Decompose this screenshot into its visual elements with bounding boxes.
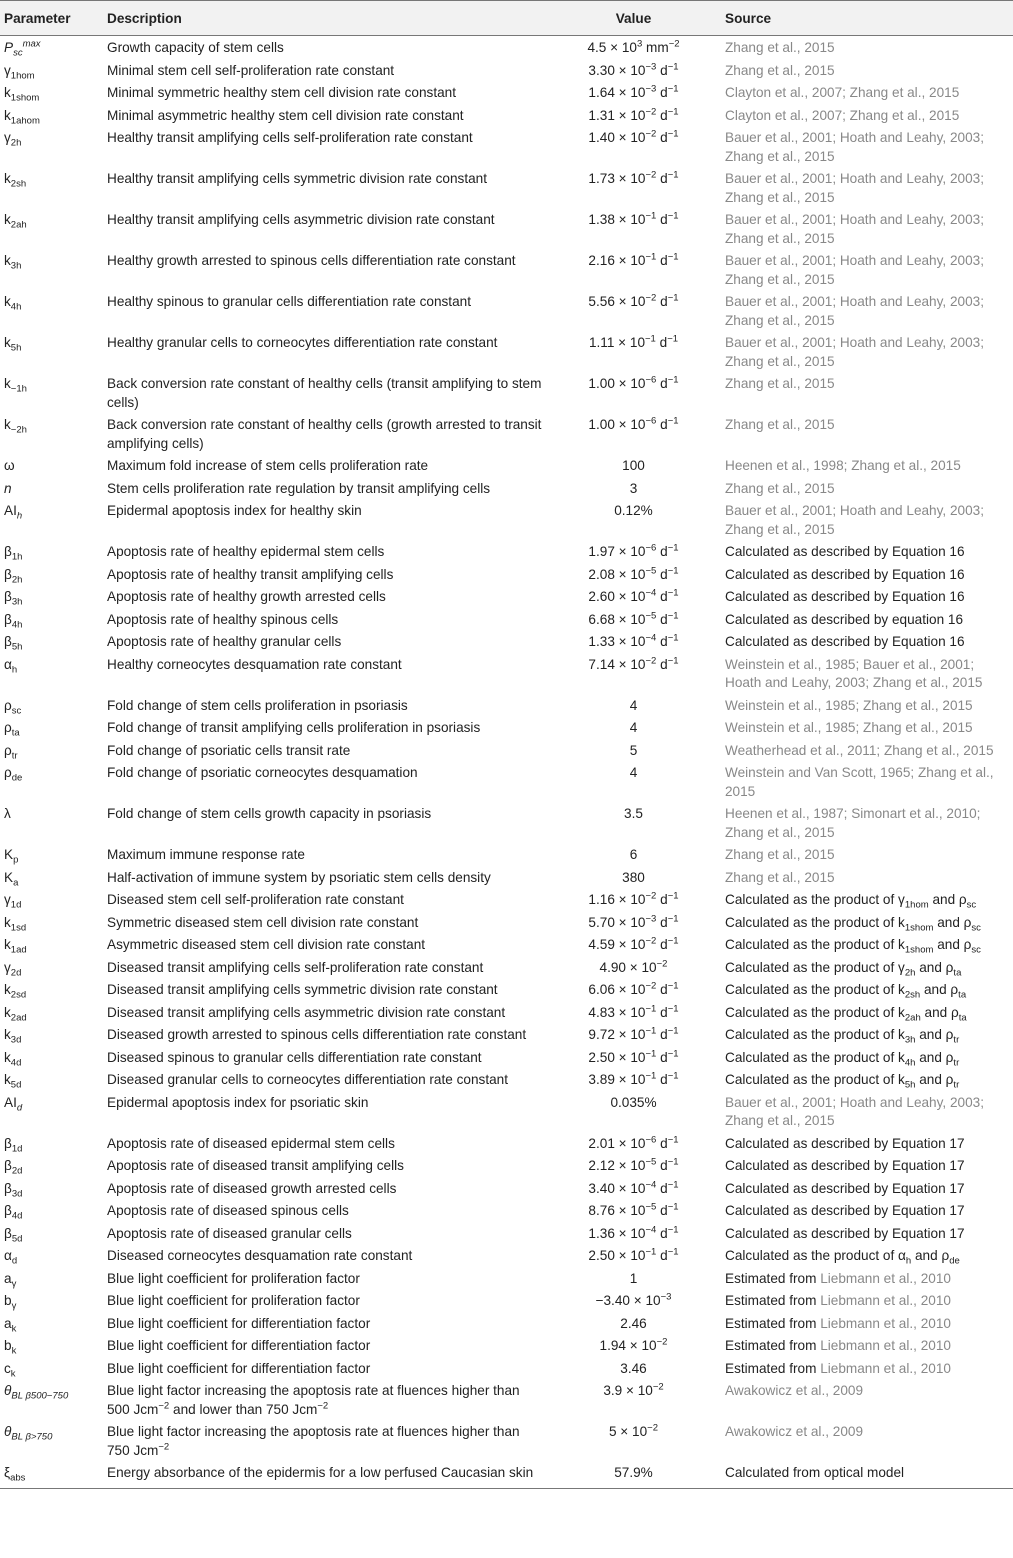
table-row — [0, 653, 1013, 694]
parameter-cell: $\beta_{4h}$ — [4, 611, 23, 631]
header-source: Source — [721, 1, 1013, 36]
source-cell: Zhang et al., 2015 — [725, 847, 835, 862]
table-row — [0, 1312, 1013, 1335]
value-cell: $6.68 \times 10^{-5}$ $d^{-1}$ — [588, 609, 679, 627]
value-cell: $3.30 \times 10^{-3}$ $d^{-1}$ — [588, 60, 679, 78]
value-cell: $-3.40 \times 10^{-3}$ — [595, 1291, 672, 1308]
parameter-cell: $\beta_{1d}$ — [4, 1135, 23, 1155]
header-value: Value — [546, 1, 721, 36]
source-cell: Calculated as described by Equation 17 — [725, 1203, 965, 1218]
description-cell: Back conversion rate constant of healthy cells (transit amplifying to stem cells) — [107, 376, 542, 410]
parameter-cell: $k_{2sd}$ — [4, 982, 27, 1001]
source-cell: Calculated as described by Equation 16 — [725, 634, 965, 649]
description-cell: Apoptosis rate of healthy spinous cells — [107, 611, 339, 627]
table-row — [0, 167, 1013, 208]
header-row — [0, 1, 1013, 36]
description-cell: Blue light coefficient for proliferation factor — [107, 1293, 360, 1308]
header-description: Description — [103, 1, 546, 36]
parameter-cell: $\alpha_h$ — [4, 656, 18, 676]
table-row — [0, 290, 1013, 331]
description-cell: Healthy transit amplifying cells symmetric division rate constant — [107, 171, 488, 186]
table-row — [0, 1461, 1013, 1488]
table-row — [0, 608, 1013, 631]
value-cell: $4.5 \times 10^3$ $mm^{-2}$ — [587, 38, 680, 55]
parameter-cell: $\theta_{BL \beta>750}$ — [4, 1424, 53, 1443]
parameter-cell: $\gamma_{1d}$ — [4, 892, 22, 911]
value-cell: $5.70 \times 10^{-3}$ $d^{-1}$ — [588, 912, 679, 930]
source-cell: Calculated as the product of $\gamma_{1hom}$ and $\rho_{sc}$ — [725, 892, 977, 911]
table-row — [0, 739, 1013, 762]
description-cell: Healthy corneocytes desquamation rate constant — [107, 656, 402, 672]
parameter-cell: $k_{2ah}$ — [4, 212, 27, 231]
description-cell: Diseased transit amplifying cells symmetric division rate constant — [107, 982, 498, 997]
source-cell: Awakowicz et al., 2009 — [725, 1383, 864, 1398]
description-cell: Healthy spinous to granular cells differentiation rate constant — [107, 294, 471, 309]
table-row — [0, 413, 1013, 454]
source-cell: Zhang et al., 2015 — [725, 40, 835, 55]
source-cell: Clayton et al., 2007; Zhang et al., 2015 — [725, 107, 960, 123]
parameter-cell: $\theta_{BL \beta 500-750}$ — [4, 1383, 69, 1402]
source-cell: Awakowicz et al., 2009 — [725, 1424, 864, 1439]
table-row — [0, 208, 1013, 249]
value-cell: $5.56 \times 10^{-2}$ $d^{-1}$ — [588, 292, 679, 309]
source-cell: Calculated from optical model — [721, 1461, 1013, 1488]
parameter-cell: $k_{5h}$ — [4, 335, 22, 354]
parameter-cell: $\beta_{5h}$ — [4, 634, 23, 653]
value-cell: $2.50 \times 10^{-1}$ $d^{-1}$ — [588, 1047, 679, 1065]
table-row — [0, 630, 1013, 653]
source-cell: Calculated as described by Equation 17 — [725, 1158, 965, 1173]
parameter-cell: $k_{1shom}$ — [4, 85, 40, 104]
value-cell: $8.76 \times 10^{-5}$ $d^{-1}$ — [588, 1201, 679, 1218]
value-cell: $1.38 \times 10^{-1}$ $d^{-1}$ — [588, 210, 679, 227]
value-cell: $1.40 \times 10^{-2}$ $d^{-1}$ — [588, 128, 679, 145]
value-cell: $1.16 \times 10^{-2}$ $d^{-1}$ — [588, 890, 679, 907]
description-cell: Apoptosis rate of diseased granular cells — [107, 1225, 352, 1241]
table-row — [0, 843, 1013, 866]
value-cell: 57.9% — [546, 1461, 721, 1488]
parameter-cell: $k_{3h}$ — [4, 253, 22, 272]
parameter-cell: $k_{1sd}$ — [4, 914, 27, 934]
source-cell: Calculated as the product of $\gamma_{2h}$ and $\rho_{ta}$ — [725, 959, 962, 979]
source-cell: Bauer et al., 2001; Hoath and Leahy, 2003; Zhang et al., 2015 — [725, 335, 984, 369]
table-row — [0, 1334, 1013, 1357]
parameter-cell: $\gamma_{2h}$ — [4, 130, 22, 149]
source-cell: Weinstein et al., 1985; Zhang et al., 2015 — [725, 697, 973, 713]
source-cell: Calculated as the product of $k_{1shom}$ and $\rho_{sc}$ — [725, 914, 981, 934]
value-cell: 4 — [629, 697, 638, 713]
table-row — [0, 1267, 1013, 1290]
source-cell: Calculated as described by Equation 17 — [725, 1225, 965, 1241]
table-row — [0, 1199, 1013, 1222]
source-cell: Bauer et al., 2001; Hoath and Leahy, 2003; Zhang et al., 2015 — [725, 253, 984, 287]
value-cell: 4 — [629, 720, 638, 735]
parameter-cell: $k_{-1h}$ — [4, 376, 27, 395]
value-cell: $2.08 \times 10^{-5}$ $d^{-1}$ — [588, 564, 679, 582]
table-row — [0, 888, 1013, 911]
source-cell: Bauer et al., 2001; Hoath and Leahy, 2003; Zhang et al., 2015 — [725, 1094, 984, 1128]
table-row — [0, 1001, 1013, 1024]
value-cell: 380 — [622, 869, 645, 885]
parameter-cell: $\rho_{ta}$ — [4, 720, 20, 739]
description-cell: Fold change of stem cells growth capacity in psoriasis — [107, 806, 432, 821]
description-cell: Apoptosis rate of healthy granular cells — [107, 634, 342, 649]
source-cell: Zhang et al., 2015 — [725, 62, 835, 78]
description-cell: Stem cells proliferation rate regulation by transit amplifying cells — [107, 480, 491, 496]
description-cell: Diseased stem cell self-proliferation rate constant — [107, 892, 404, 907]
source-cell: Calculated as described by Equation 16 — [725, 566, 965, 582]
value-cell: $2.60 \times 10^{-4}$ $d^{-1}$ — [588, 587, 679, 604]
source-cell: Calculated as the product of $k_{1shom}$ and $\rho_{sc}$ — [725, 937, 981, 956]
value-cell: 3.46 — [620, 1360, 647, 1376]
source-cell: Calculated as described by equation 16 — [725, 611, 964, 627]
parameter-cell: $K_a$ — [4, 869, 19, 889]
source-cell: Weinstein and Van Scott, 1965; Zhang et al., 2015 — [725, 765, 994, 799]
source-cell: Weinstein et al., 1985; Bauer et al., 2001; Hoath and Leahy, 2003; Zhang et al., 2015 — [725, 656, 983, 690]
parameter-cell: $k_{2sh}$ — [4, 171, 27, 190]
description-cell: Fold change of transit amplifying cells proliferation in psoriasis — [107, 720, 481, 735]
description-cell: Growth capacity of stem cells — [107, 40, 284, 55]
parameter-cell: $k_{3d}$ — [4, 1027, 22, 1046]
value-cell: 6 — [629, 847, 638, 862]
value-cell: $1.00 \times 10^{-6}$ $d^{-1}$ — [588, 415, 679, 432]
table-body — [0, 36, 1013, 1489]
parameter-cell: $AI_d$ — [4, 1094, 23, 1114]
value-cell: $5 \times 10^{-2}$ — [608, 1422, 659, 1439]
parameter-cell: $k_{1ad}$ — [4, 937, 27, 956]
description-cell: Blue light factor increasing the apoptosis rate at fluences higher than 750 Jcm$^{-2}$ — [107, 1424, 520, 1458]
value-cell: 100 — [622, 458, 645, 473]
value-cell: $1.11 \times 10^{-1}$ $d^{-1}$ — [588, 333, 679, 350]
parameter-cell: $\rho_{sc}$ — [4, 697, 22, 717]
table-row — [0, 1023, 1013, 1046]
source-cell: Calculated as described by Equation 17 — [725, 1135, 965, 1151]
description-cell: Maximum immune response rate — [107, 847, 305, 862]
description-cell: Apoptosis rate of healthy epidermal stem cells — [107, 544, 385, 559]
source-cell: Calculated as the product of $k_{2ah}$ and $\rho_{ta}$ — [725, 1004, 967, 1024]
description-cell: Half-activation of immune system by psoriatic stem cells density — [107, 869, 491, 885]
parameter-cell: $\alpha_d$ — [4, 1248, 18, 1267]
value-cell: 2.46 — [620, 1315, 647, 1331]
table-row — [0, 761, 1013, 802]
source-cell: Bauer et al., 2001; Hoath and Leahy, 2003; Zhang et al., 2015 — [725, 294, 984, 328]
table-row — [0, 585, 1013, 608]
parameter-cell: $k_{4h}$ — [4, 294, 22, 313]
value-cell: $4.90 \times 10^{-2}$ — [599, 957, 668, 975]
value-cell: 0.035% — [610, 1094, 657, 1110]
description-cell: Maximum fold increase of stem cells proliferation rate — [107, 458, 429, 473]
description-cell: Diseased granular cells to corneocytes differentiation rate constant — [107, 1072, 508, 1087]
value-cell: $1.33 \times 10^{-4}$ $d^{-1}$ — [588, 632, 679, 649]
description-cell: Blue light coefficient for differentiation factor — [107, 1338, 371, 1353]
header-parameter: Parameter — [0, 1, 103, 36]
source-cell: Calculated as described by Equation 16 — [725, 589, 965, 604]
parameter-cell: $P_{sc}^{max}$ — [4, 38, 41, 59]
source-cell: Calculated as described by Equation 16 — [725, 544, 965, 559]
value-cell: $3.40 \times 10^{-4}$ $d^{-1}$ — [588, 1178, 679, 1196]
value-cell: $9.72 \times 10^{-1}$ $d^{-1}$ — [588, 1025, 679, 1042]
value-cell: $2.01 \times 10^{-6}$ $d^{-1}$ — [588, 1133, 679, 1151]
source-cell: Bauer et al., 2001; Hoath and Leahy, 2003; Zhang et al., 2015 — [725, 503, 984, 537]
description-cell: Minimal stem cell self-proliferation rate constant — [107, 62, 395, 78]
table-row — [0, 563, 1013, 586]
parameter-cell: $\beta_{5d}$ — [4, 1225, 23, 1245]
source-cell: Bauer et al., 2001; Hoath and Leahy, 2003; Zhang et al., 2015 — [725, 171, 984, 205]
parameter-cell: λ — [4, 806, 11, 821]
description-cell: Apoptosis rate of diseased growth arrested cells — [107, 1180, 397, 1196]
parameter-cell: $\beta_{4d}$ — [4, 1203, 23, 1222]
parameter-cell: $\beta_{3h}$ — [4, 589, 23, 608]
value-cell: 1 — [629, 1270, 638, 1286]
table-row — [0, 1244, 1013, 1267]
table-row — [0, 956, 1013, 979]
table-row — [0, 126, 1013, 167]
table-row — [0, 499, 1013, 540]
source-cell: Calculated as the product of $k_{3h}$ and $\rho_{tr}$ — [725, 1027, 960, 1046]
source-cell: Calculated as the product of $\alpha_h$ and $\rho_{de}$ — [725, 1248, 960, 1267]
table-row — [0, 540, 1013, 563]
parameter-cell: $k_{4d}$ — [4, 1049, 22, 1069]
parameter-cell: $k_{5d}$ — [4, 1072, 22, 1091]
table-row — [0, 716, 1013, 739]
value-cell: $1.36 \times 10^{-4}$ $d^{-1}$ — [588, 1223, 679, 1241]
table-row — [0, 454, 1013, 477]
source-cell: Estimated from Liebmann et al., 2010 — [725, 1270, 951, 1286]
source-cell: Calculated as the product of $k_{4h}$ and $\rho_{tr}$ — [725, 1049, 960, 1069]
parameter-cell: $K_p$ — [4, 847, 19, 866]
description-cell: Diseased spinous to granular cells differentiation rate constant — [107, 1049, 482, 1065]
table-row — [0, 1177, 1013, 1200]
table-row — [0, 911, 1013, 934]
source-cell: Heenen et al., 1987; Simonart et al., 2010; Zhang et al., 2015 — [725, 806, 981, 840]
table-row — [0, 978, 1013, 1001]
table-row — [0, 1091, 1013, 1132]
source-cell: Bauer et al., 2001; Hoath and Leahy, 2003; Zhang et al., 2015 — [725, 130, 984, 164]
value-cell: $1.00 \times 10^{-6}$ $d^{-1}$ — [588, 374, 679, 391]
description-cell: Energy absorbance of the epidermis for a low perfused Caucasian skin — [103, 1461, 546, 1488]
value-cell: $6.06 \times 10^{-2}$ $d^{-1}$ — [588, 980, 679, 997]
value-cell: 4 — [629, 765, 638, 780]
table-row — [0, 1222, 1013, 1245]
source-cell: Bauer et al., 2001; Hoath and Leahy, 2003; Zhang et al., 2015 — [725, 212, 984, 246]
value-cell: $1.64 \times 10^{-3}$ $d^{-1}$ — [588, 83, 679, 100]
table-row — [0, 933, 1013, 956]
table-row — [0, 1420, 1013, 1461]
value-cell: $7.14 \times 10^{-2}$ $d^{-1}$ — [588, 654, 679, 672]
source-cell: Calculated as described by Equation 17 — [725, 1180, 965, 1196]
source-cell: Weatherhead et al., 2011; Zhang et al., 2015 — [725, 742, 994, 758]
table-row — [0, 694, 1013, 717]
description-cell: Back conversion rate constant of healthy cells (growth arrested to transit amplifying cells) — [107, 417, 542, 451]
source-cell: Zhang et al., 2015 — [725, 376, 835, 391]
source-cell: Zhang et al., 2015 — [725, 417, 835, 432]
source-cell: Calculated as the product of $k_{5h}$ and $\rho_{tr}$ — [725, 1072, 960, 1091]
description-cell: Blue light coefficient for differentiation factor — [107, 1360, 371, 1376]
description-cell: Healthy transit amplifying cells asymmetric division rate constant — [107, 212, 495, 227]
description-cell: Apoptosis rate of diseased transit amplifying cells — [107, 1158, 404, 1173]
source-cell: Estimated from Liebmann et al., 2010 — [725, 1293, 951, 1308]
description-cell: Apoptosis rate of healthy transit amplifying cells — [107, 566, 394, 582]
value-cell: 0.12% — [614, 503, 653, 518]
parameter-cell: $\beta_{3d}$ — [4, 1180, 23, 1200]
description-cell: Fold change of psoriatic corneocytes desquamation — [107, 765, 418, 780]
source-cell: Heenen et al., 1998; Zhang et al., 2015 — [725, 458, 961, 473]
table-row — [0, 1132, 1013, 1155]
description-cell: Fold change of psoriatic cells transit rate — [107, 742, 351, 758]
table-row — [0, 1357, 1013, 1380]
parameter-cell: $\beta_{1h}$ — [4, 544, 23, 563]
table-row — [0, 1154, 1013, 1177]
table-row — [0, 104, 1013, 127]
parameter-cell: $c_k$ — [4, 1360, 16, 1380]
table-row — [0, 866, 1013, 889]
parameter-cell: $\xi_{abs}$ — [0, 1461, 103, 1488]
table-row — [0, 1289, 1013, 1312]
description-cell: Healthy growth arrested to spinous cells differentiation rate constant — [107, 253, 516, 268]
parameter-cell: $\gamma_{2d}$ — [4, 959, 22, 979]
value-cell: $1.97 \times 10^{-6}$ $d^{-1}$ — [588, 542, 679, 559]
description-cell: Apoptosis rate of healthy growth arrested cells — [107, 589, 386, 604]
description-cell: Healthy granular cells to corneocytes differentiation rate constant — [107, 335, 498, 350]
parameter-cell: $b_k$ — [4, 1338, 17, 1357]
parameter-cell: $AI_h$ — [4, 503, 23, 522]
source-cell: Zhang et al., 2015 — [725, 869, 835, 885]
description-cell: Blue light coefficient for proliferation factor — [107, 1270, 360, 1286]
value-cell: 3.5 — [624, 806, 643, 821]
value-cell: $4.59 \times 10^{-2}$ $d^{-1}$ — [588, 935, 679, 952]
description-cell: Blue light coefficient for differentiation factor — [107, 1315, 371, 1331]
parameter-cell: $\rho_{tr}$ — [4, 742, 18, 762]
source-cell: Estimated from Liebmann et al., 2010 — [725, 1360, 951, 1376]
source-cell: Zhang et al., 2015 — [725, 480, 835, 496]
description-cell: Healthy transit amplifying cells self-proliferation rate constant — [107, 130, 473, 145]
description-cell: Asymmetric diseased stem cell division rate constant — [107, 937, 426, 952]
table-header — [0, 1, 1013, 36]
source-cell: Clayton et al., 2007; Zhang et al., 2015 — [725, 85, 960, 100]
table-row — [0, 81, 1013, 104]
parameter-cell: $\gamma_{1hom}$ — [4, 62, 35, 82]
description-cell: Diseased corneocytes desquamation rate constant — [107, 1248, 413, 1263]
parameter-cell: $\beta_{2d}$ — [4, 1158, 23, 1177]
description-cell: Minimal symmetric healthy stem cell division rate constant — [107, 85, 457, 100]
parameter-cell: n — [4, 480, 12, 496]
description-cell: Apoptosis rate of diseased spinous cells — [107, 1203, 349, 1218]
parameter-cell: $k_{2ad}$ — [4, 1004, 27, 1024]
table-row — [0, 802, 1013, 843]
description-cell: Apoptosis rate of diseased epidermal stem cells — [107, 1135, 395, 1151]
table-row — [0, 59, 1013, 82]
value-cell: $3.9 \times 10^{-2}$ — [603, 1381, 664, 1398]
parameter-cell: $b_\gamma$ — [4, 1293, 17, 1312]
value-cell: $4.83 \times 10^{-1}$ $d^{-1}$ — [588, 1002, 679, 1020]
value-cell: $1.31 \times 10^{-2}$ $d^{-1}$ — [588, 105, 679, 123]
table-row — [0, 36, 1013, 59]
source-cell: Weinstein et al., 1985; Zhang et al., 2015 — [725, 720, 973, 735]
description-cell: Diseased growth arrested to spinous cells differentiation rate constant — [107, 1027, 527, 1042]
parameter-cell: $\rho_{de}$ — [4, 765, 23, 784]
description-cell: Symmetric diseased stem cell division rate constant — [107, 914, 419, 930]
parameter-cell: $k_{1ahom}$ — [4, 107, 40, 127]
table-row — [0, 1068, 1013, 1091]
value-cell: $2.12 \times 10^{-5}$ $d^{-1}$ — [588, 1156, 679, 1173]
value-cell: $2.16 \times 10^{-1}$ $d^{-1}$ — [588, 251, 679, 268]
value-cell: $3.89 \times 10^{-1}$ $d^{-1}$ — [588, 1070, 679, 1087]
table-row — [0, 331, 1013, 372]
description-cell: Minimal asymmetric healthy stem cell division rate constant — [107, 107, 464, 123]
description-cell: Diseased transit amplifying cells self-proliferation rate constant — [107, 959, 484, 975]
description-cell: Fold change of stem cells proliferation in psoriasis — [107, 697, 408, 713]
description-cell: Diseased transit amplifying cells asymmetric division rate constant — [107, 1004, 506, 1020]
table-row — [0, 477, 1013, 500]
source-cell: Calculated as the product of $k_{2sh}$ and $\rho_{ta}$ — [725, 982, 967, 1001]
parameter-cell: $k_{-2h}$ — [4, 417, 27, 436]
description-cell: Blue light factor increasing the apoptosis rate at fluences higher than 500 Jcm$^{-2}$ and lower than 750 Jcm$^{-2}$ — [107, 1383, 520, 1417]
source-cell: Estimated from Liebmann et al., 2010 — [725, 1338, 951, 1353]
value-cell: $1.94 \times 10^{-2}$ — [599, 1336, 668, 1353]
parameter-cell: $a_\gamma$ — [4, 1270, 17, 1290]
parameter-cell: $a_k$ — [4, 1315, 17, 1335]
parameter-cell: $\beta_{2h}$ — [4, 566, 23, 586]
value-cell: $2.50 \times 10^{-1}$ $d^{-1}$ — [588, 1246, 679, 1263]
table-row — [0, 1379, 1013, 1420]
value-cell: $1.73 \times 10^{-2}$ $d^{-1}$ — [588, 169, 679, 186]
value-cell: 3 — [629, 480, 638, 496]
value-cell: 5 — [629, 742, 638, 758]
description-cell: Epidermal apoptosis index for healthy skin — [107, 503, 362, 518]
table-row — [0, 249, 1013, 290]
description-cell: Epidermal apoptosis index for psoriatic skin — [107, 1094, 369, 1110]
table-row — [0, 1046, 1013, 1069]
table-row — [0, 372, 1013, 413]
parameter-cell: ω — [4, 458, 15, 473]
source-cell: Estimated from Liebmann et al., 2010 — [725, 1315, 951, 1331]
